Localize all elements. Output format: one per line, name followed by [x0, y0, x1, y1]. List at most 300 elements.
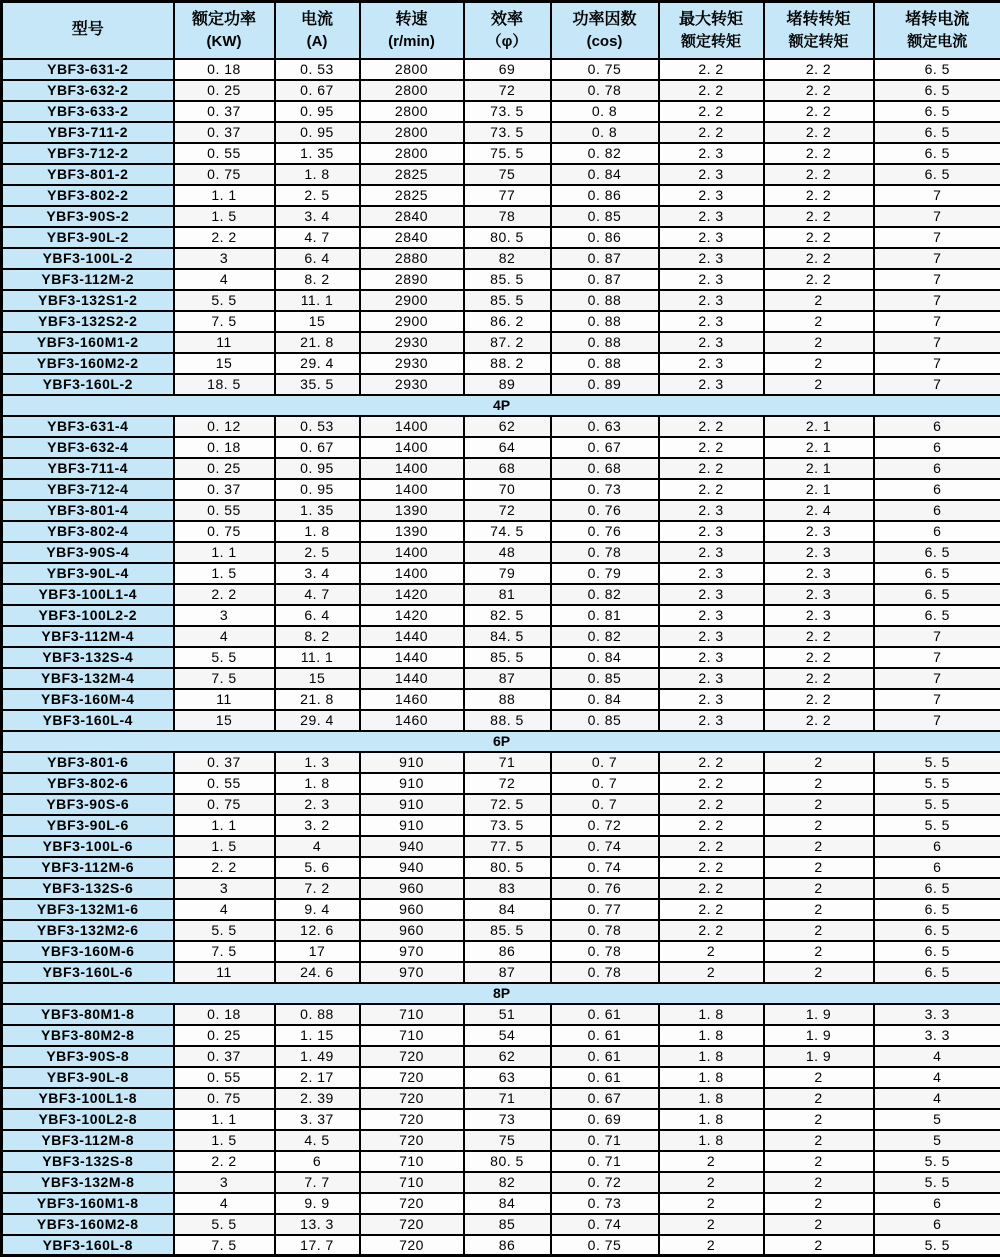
- table-row: [2, 815, 1000, 836]
- table-row: [2, 563, 1000, 584]
- cell-value: 2: [659, 962, 764, 983]
- table-body: [2, 59, 1000, 1256]
- header-max-torque-ratio: [659, 2, 764, 59]
- cell-value: 62: [464, 1046, 551, 1067]
- cell-value: 0. 37: [174, 479, 275, 500]
- cell-value: 2. 2: [659, 122, 764, 143]
- cell-value: 2. 2: [659, 80, 764, 101]
- cell-value: 0. 87: [551, 248, 659, 269]
- cell-value: 72: [464, 773, 551, 794]
- cell-value: 6. 5: [874, 59, 1000, 80]
- section-separator-row: [2, 983, 1000, 1004]
- cell-model: YBF3-711-2: [2, 122, 174, 143]
- cell-value: 0. 72: [551, 815, 659, 836]
- cell-value: 87: [464, 668, 551, 689]
- cell-value: 1390: [360, 521, 464, 542]
- cell-value: 2: [764, 290, 874, 311]
- cell-value: 710: [360, 1172, 464, 1193]
- cell-value: 2. 3: [659, 311, 764, 332]
- cell-value: 1400: [360, 542, 464, 563]
- cell-model: YBF3-802-2: [2, 185, 174, 206]
- cell-value: 85. 5: [464, 647, 551, 668]
- cell-value: 6. 5: [874, 920, 1000, 941]
- cell-value: 1400: [360, 458, 464, 479]
- cell-value: 2. 3: [764, 584, 874, 605]
- cell-value: 84: [464, 1193, 551, 1214]
- cell-value: 720: [360, 1067, 464, 1088]
- header-current: [275, 2, 360, 59]
- cell-value: 2. 3: [659, 164, 764, 185]
- cell-value: 2. 2: [764, 269, 874, 290]
- cell-value: 1. 5: [174, 206, 275, 227]
- cell-value: 6. 4: [275, 248, 360, 269]
- cell-value: 7. 5: [174, 1235, 275, 1256]
- cell-model: YBF3-90S-6: [2, 794, 174, 815]
- cell-value: 0. 63: [551, 416, 659, 437]
- cell-model: YBF3-160M2-2: [2, 353, 174, 374]
- cell-value: 2. 39: [275, 1088, 360, 1109]
- cell-value: 0. 95: [275, 479, 360, 500]
- cell-value: 2. 5: [275, 185, 360, 206]
- cell-value: 2. 17: [275, 1067, 360, 1088]
- cell-value: 2: [764, 857, 874, 878]
- cell-value: 3. 2: [275, 815, 360, 836]
- cell-value: 48: [464, 542, 551, 563]
- cell-value: 35. 5: [275, 374, 360, 395]
- cell-value: 2. 1: [764, 458, 874, 479]
- table-row: [2, 143, 1000, 164]
- cell-value: 81: [464, 584, 551, 605]
- cell-value: 2. 2: [659, 416, 764, 437]
- cell-value: 960: [360, 899, 464, 920]
- cell-value: 0. 55: [174, 1067, 275, 1088]
- cell-value: 88. 5: [464, 710, 551, 731]
- cell-value: 2: [764, 1172, 874, 1193]
- table-row: [2, 1004, 1000, 1025]
- cell-value: 2800: [360, 122, 464, 143]
- cell-value: 6. 5: [874, 122, 1000, 143]
- cell-value: 1. 3: [275, 752, 360, 773]
- cell-value: 2. 2: [764, 206, 874, 227]
- table-row: [2, 164, 1000, 185]
- cell-value: 720: [360, 1214, 464, 1235]
- cell-value: 6: [874, 1193, 1000, 1214]
- header-unit: (A): [306, 32, 328, 50]
- cell-value: 0. 88: [551, 332, 659, 353]
- cell-value: 2. 3: [659, 185, 764, 206]
- cell-value: 0. 69: [551, 1109, 659, 1130]
- cell-model: YBF3-80M1-8: [2, 1004, 174, 1025]
- table-row: [2, 290, 1000, 311]
- cell-value: 0. 55: [174, 500, 275, 521]
- cell-value: 0. 12: [174, 416, 275, 437]
- cell-value: 6: [874, 1214, 1000, 1235]
- cell-value: 2. 3: [659, 542, 764, 563]
- cell-value: 0. 7: [551, 773, 659, 794]
- cell-value: 85. 5: [464, 269, 551, 290]
- table-row: [2, 1046, 1000, 1067]
- cell-model: YBF3-801-4: [2, 500, 174, 521]
- cell-value: 6. 5: [874, 962, 1000, 983]
- table-row: [2, 647, 1000, 668]
- cell-model: YBF3-802-4: [2, 521, 174, 542]
- cell-value: 910: [360, 815, 464, 836]
- table-row: [2, 689, 1000, 710]
- cell-value: 2. 3: [659, 605, 764, 626]
- header-model: [2, 2, 174, 59]
- cell-value: 1. 8: [659, 1046, 764, 1067]
- cell-value: 75: [464, 1130, 551, 1151]
- cell-value: 5. 6: [275, 857, 360, 878]
- section-separator-row: [2, 395, 1000, 416]
- cell-value: 2800: [360, 80, 464, 101]
- cell-value: 6: [874, 437, 1000, 458]
- cell-value: 0. 76: [551, 878, 659, 899]
- cell-model: YBF3-112M-2: [2, 269, 174, 290]
- section-label: 4P: [2, 395, 1000, 416]
- cell-value: 2: [764, 752, 874, 773]
- table-row: [2, 836, 1000, 857]
- cell-value: 78: [464, 206, 551, 227]
- cell-value: 2900: [360, 290, 464, 311]
- cell-value: 2. 2: [659, 59, 764, 80]
- table-row: [2, 773, 1000, 794]
- cell-value: 4. 5: [275, 1130, 360, 1151]
- table-row: [2, 920, 1000, 941]
- cell-model: YBF3-160M1-8: [2, 1193, 174, 1214]
- cell-value: 64: [464, 437, 551, 458]
- cell-value: 0. 74: [551, 857, 659, 878]
- cell-value: 79: [464, 563, 551, 584]
- cell-value: 0. 72: [551, 1172, 659, 1193]
- cell-model: YBF3-801-2: [2, 164, 174, 185]
- cell-value: 2. 3: [659, 626, 764, 647]
- cell-value: 720: [360, 1235, 464, 1256]
- cell-value: 29. 4: [275, 353, 360, 374]
- cell-value: 5. 5: [174, 290, 275, 311]
- cell-value: 970: [360, 962, 464, 983]
- cell-value: 0. 67: [275, 437, 360, 458]
- table-row: [2, 1130, 1000, 1151]
- cell-model: YBF3-100L-6: [2, 836, 174, 857]
- cell-value: 0. 78: [551, 80, 659, 101]
- cell-value: 0. 84: [551, 164, 659, 185]
- cell-value: 82: [464, 1172, 551, 1193]
- cell-value: 0. 61: [551, 1025, 659, 1046]
- cell-value: 82. 5: [464, 605, 551, 626]
- cell-value: 7. 7: [275, 1172, 360, 1193]
- table-row: [2, 206, 1000, 227]
- cell-value: 2. 2: [174, 227, 275, 248]
- cell-model: YBF3-132S-8: [2, 1151, 174, 1172]
- cell-value: 0. 74: [551, 1214, 659, 1235]
- cell-value: 0. 18: [174, 437, 275, 458]
- cell-value: 1. 9: [764, 1025, 874, 1046]
- table-row: [2, 311, 1000, 332]
- cell-value: 5: [874, 1130, 1000, 1151]
- cell-model: YBF3-100L-2: [2, 248, 174, 269]
- cell-value: 0. 18: [174, 1004, 275, 1025]
- cell-value: 2. 2: [659, 773, 764, 794]
- cell-model: YBF3-132M-8: [2, 1172, 174, 1193]
- cell-value: 2. 2: [174, 857, 275, 878]
- cell-value: 2. 1: [764, 479, 874, 500]
- cell-value: 6: [874, 500, 1000, 521]
- cell-value: 4: [174, 269, 275, 290]
- cell-value: 0. 88: [551, 290, 659, 311]
- cell-value: 2. 2: [764, 227, 874, 248]
- cell-value: 0. 7: [551, 752, 659, 773]
- cell-value: 6: [874, 458, 1000, 479]
- cell-value: 0. 86: [551, 185, 659, 206]
- cell-value: 2. 2: [659, 836, 764, 857]
- cell-value: 1420: [360, 605, 464, 626]
- cell-value: 1. 8: [659, 1067, 764, 1088]
- cell-value: 2. 3: [764, 521, 874, 542]
- cell-value: 2. 3: [659, 206, 764, 227]
- cell-value: 87. 2: [464, 332, 551, 353]
- cell-value: 2. 2: [764, 647, 874, 668]
- cell-value: 4: [874, 1088, 1000, 1109]
- table-row: [2, 962, 1000, 983]
- cell-value: 2. 2: [764, 668, 874, 689]
- cell-value: 6. 5: [874, 878, 1000, 899]
- cell-value: 1. 9: [764, 1046, 874, 1067]
- cell-value: 2: [764, 836, 874, 857]
- cell-value: 2930: [360, 353, 464, 374]
- cell-value: 7: [874, 647, 1000, 668]
- cell-value: 720: [360, 1046, 464, 1067]
- table-row: [2, 857, 1000, 878]
- cell-value: 72: [464, 80, 551, 101]
- cell-value: 4: [174, 1193, 275, 1214]
- cell-value: 6. 5: [874, 143, 1000, 164]
- cell-value: 2. 2: [764, 626, 874, 647]
- cell-value: 2. 2: [764, 248, 874, 269]
- cell-value: 2: [659, 1214, 764, 1235]
- cell-value: 2. 3: [764, 563, 874, 584]
- header-label: 堵转电流: [905, 10, 970, 28]
- cell-value: 2: [764, 1235, 874, 1256]
- cell-value: 86: [464, 1235, 551, 1256]
- cell-value: 2: [659, 1172, 764, 1193]
- cell-value: 1390: [360, 500, 464, 521]
- cell-value: 6. 5: [874, 164, 1000, 185]
- cell-value: 12. 6: [275, 920, 360, 941]
- cell-value: 1. 8: [659, 1088, 764, 1109]
- cell-value: 2840: [360, 206, 464, 227]
- cell-value: 2930: [360, 374, 464, 395]
- cell-value: 2. 2: [659, 899, 764, 920]
- cell-value: 73: [464, 1109, 551, 1130]
- table-row: [2, 1109, 1000, 1130]
- cell-model: YBF3-132M2-6: [2, 920, 174, 941]
- cell-value: 2. 1: [764, 416, 874, 437]
- table-row: [2, 1172, 1000, 1193]
- cell-model: YBF3-160L-6: [2, 962, 174, 983]
- cell-value: 5. 5: [874, 1151, 1000, 1172]
- cell-value: 2: [659, 1151, 764, 1172]
- cell-value: 1. 8: [275, 773, 360, 794]
- cell-value: 1460: [360, 689, 464, 710]
- cell-value: 7: [874, 311, 1000, 332]
- cell-value: 86. 2: [464, 311, 551, 332]
- cell-value: 3. 4: [275, 563, 360, 584]
- cell-value: 0. 85: [551, 710, 659, 731]
- cell-value: 0. 37: [174, 101, 275, 122]
- cell-value: 15: [275, 311, 360, 332]
- cell-value: 73. 5: [464, 815, 551, 836]
- cell-value: 11: [174, 332, 275, 353]
- header-label: 功率因数: [572, 10, 637, 28]
- cell-value: 29. 4: [275, 710, 360, 731]
- cell-value: 5. 5: [174, 1214, 275, 1235]
- cell-value: 1400: [360, 437, 464, 458]
- cell-value: 0. 67: [551, 437, 659, 458]
- cell-value: 2. 3: [659, 521, 764, 542]
- table-row: [2, 752, 1000, 773]
- cell-value: 18. 5: [174, 374, 275, 395]
- header-unit: (r/min): [388, 32, 435, 50]
- cell-value: 2. 3: [659, 647, 764, 668]
- cell-value: 3. 4: [275, 206, 360, 227]
- cell-value: 4: [275, 836, 360, 857]
- cell-value: 4. 7: [275, 584, 360, 605]
- cell-model: YBF3-80M2-8: [2, 1025, 174, 1046]
- cell-value: 72. 5: [464, 794, 551, 815]
- cell-value: 6: [874, 836, 1000, 857]
- table-row: [2, 353, 1000, 374]
- cell-value: 2840: [360, 227, 464, 248]
- table-row: [2, 416, 1000, 437]
- cell-value: 2800: [360, 101, 464, 122]
- cell-model: YBF3-160M1-2: [2, 332, 174, 353]
- cell-value: 13. 3: [275, 1214, 360, 1235]
- cell-value: 2880: [360, 248, 464, 269]
- cell-value: 2: [764, 1067, 874, 1088]
- cell-value: 2. 3: [659, 710, 764, 731]
- cell-value: 71: [464, 752, 551, 773]
- cell-value: 2. 3: [659, 332, 764, 353]
- cell-value: 17: [275, 941, 360, 962]
- cell-value: 2800: [360, 143, 464, 164]
- cell-value: 1. 5: [174, 563, 275, 584]
- cell-value: 0. 67: [551, 1088, 659, 1109]
- cell-value: 0. 85: [551, 206, 659, 227]
- cell-value: 0. 76: [551, 521, 659, 542]
- cell-value: 2825: [360, 164, 464, 185]
- cell-value: 1. 1: [174, 815, 275, 836]
- cell-value: 2. 2: [764, 710, 874, 731]
- cell-value: 1. 35: [275, 500, 360, 521]
- cell-value: 5. 5: [874, 1172, 1000, 1193]
- cell-value: 5. 5: [874, 752, 1000, 773]
- cell-value: 82: [464, 248, 551, 269]
- cell-value: 2. 3: [659, 584, 764, 605]
- cell-value: 0. 75: [174, 1088, 275, 1109]
- cell-value: 2. 2: [764, 122, 874, 143]
- header-unit: 额定电流: [907, 32, 968, 50]
- table-row: [2, 437, 1000, 458]
- header-locked-current-ratio: [874, 2, 1000, 59]
- cell-value: 710: [360, 1004, 464, 1025]
- cell-value: 73. 5: [464, 101, 551, 122]
- cell-value: 0. 73: [551, 1193, 659, 1214]
- cell-value: 6. 5: [874, 941, 1000, 962]
- header-unit: 额定转矩: [788, 32, 849, 50]
- cell-model: YBF3-801-6: [2, 752, 174, 773]
- cell-value: 2. 2: [659, 752, 764, 773]
- cell-value: 1460: [360, 710, 464, 731]
- cell-value: 6: [874, 479, 1000, 500]
- cell-value: 2930: [360, 332, 464, 353]
- cell-value: 710: [360, 1025, 464, 1046]
- cell-value: 1. 8: [275, 164, 360, 185]
- table-row: [2, 185, 1000, 206]
- header-label: 型号: [71, 21, 104, 39]
- cell-value: 2. 2: [659, 479, 764, 500]
- table-row: [2, 605, 1000, 626]
- cell-value: 0. 37: [174, 122, 275, 143]
- cell-value: 0. 71: [551, 1130, 659, 1151]
- cell-value: 0. 8: [551, 122, 659, 143]
- cell-value: 0. 71: [551, 1151, 659, 1172]
- cell-value: 7: [874, 290, 1000, 311]
- cell-value: 6. 5: [874, 80, 1000, 101]
- cell-value: 75. 5: [464, 143, 551, 164]
- cell-value: 0. 61: [551, 1046, 659, 1067]
- cell-model: YBF3-632-4: [2, 437, 174, 458]
- cell-value: 0. 88: [551, 311, 659, 332]
- cell-model: YBF3-631-4: [2, 416, 174, 437]
- cell-value: 1440: [360, 647, 464, 668]
- cell-value: 0. 87: [551, 269, 659, 290]
- cell-value: 0. 67: [275, 80, 360, 101]
- section-label: 8P: [2, 983, 1000, 1004]
- cell-value: 2: [764, 353, 874, 374]
- cell-value: 2. 2: [659, 101, 764, 122]
- cell-value: 7. 5: [174, 311, 275, 332]
- cell-value: 0. 86: [551, 227, 659, 248]
- cell-value: 80. 5: [464, 1151, 551, 1172]
- cell-value: 710: [360, 1151, 464, 1172]
- cell-value: 7. 2: [275, 878, 360, 899]
- table-row: [2, 584, 1000, 605]
- cell-value: 940: [360, 857, 464, 878]
- cell-value: 5. 5: [174, 920, 275, 941]
- cell-value: 2: [764, 794, 874, 815]
- cell-value: 5. 5: [874, 794, 1000, 815]
- cell-value: 910: [360, 794, 464, 815]
- cell-value: 2: [764, 311, 874, 332]
- cell-value: 6: [874, 521, 1000, 542]
- cell-value: 7: [874, 710, 1000, 731]
- cell-value: 2. 3: [659, 353, 764, 374]
- cell-value: 83: [464, 878, 551, 899]
- cell-value: 7. 5: [174, 668, 275, 689]
- cell-value: 2: [764, 374, 874, 395]
- cell-model: YBF3-160L-2: [2, 374, 174, 395]
- cell-value: 1. 8: [659, 1025, 764, 1046]
- cell-model: YBF3-90S-4: [2, 542, 174, 563]
- cell-value: 2. 3: [659, 227, 764, 248]
- table-row: [2, 1193, 1000, 1214]
- cell-value: 2: [764, 962, 874, 983]
- cell-value: 0. 25: [174, 1025, 275, 1046]
- cell-value: 69: [464, 59, 551, 80]
- cell-value: 2. 2: [659, 437, 764, 458]
- cell-value: 910: [360, 752, 464, 773]
